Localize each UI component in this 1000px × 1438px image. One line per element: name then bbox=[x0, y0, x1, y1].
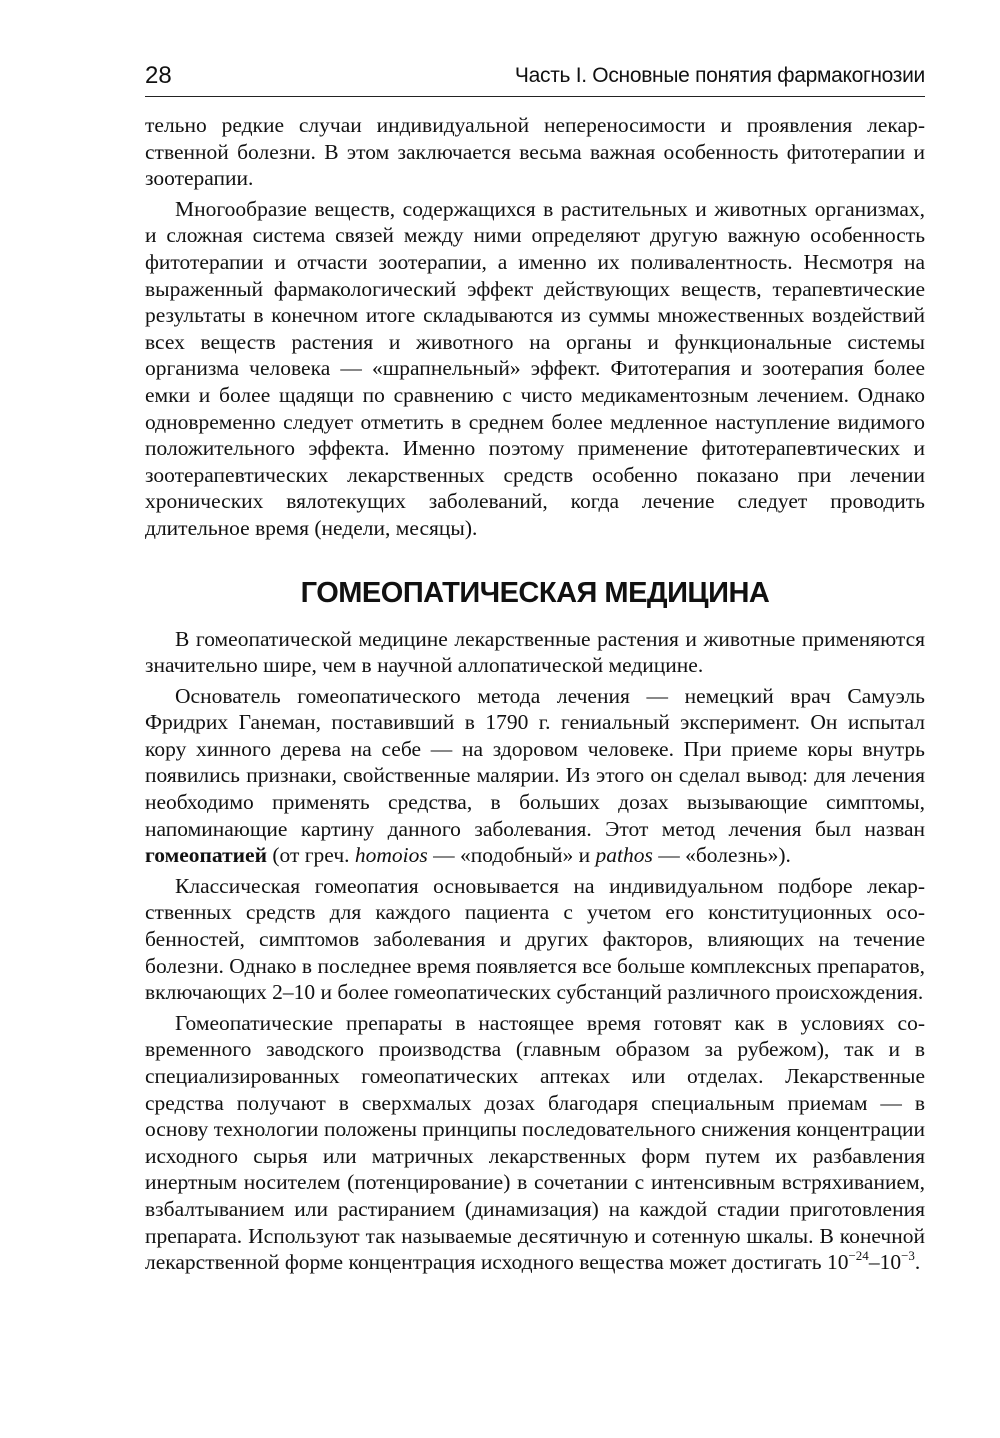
running-head: Часть I. Основные понятия фармакогнозии bbox=[514, 64, 925, 87]
page-header bbox=[145, 62, 925, 97]
paragraph-4-text: Основатель гомеопатического метода лечения — немецкий врач Самуэль Фридрих Ганеман, поставивший в 1790 г. гениальный эксперимент. Он испытал кору хинного дерева на себе — на здоровом человеке. При приеме коры внутрь появились признаки, свойственные малярии. Из этого он сделал вывод: для лечения необходимо применять средства, в больших дозах вызывающие симптомы, напоминающие картину данного заболевания. Этот метод лечения был назван bbox=[145, 683, 925, 841]
range-dash: – bbox=[868, 1250, 880, 1275]
paragraph-4-mid-1: (от греч. bbox=[272, 843, 350, 868]
paragraph-5: Классическая гомеопатия основывается на индивидуальном подборе лекарственных средств для каждого пациента с учетом его конституционных особенностей, симптомов заболевания и других факторов, влияющих на течение болезни. Однако в последнее время появляется все больше комплексных препаратов, включающих 2–10 и более гомеопатических субстанций различного происхождения. bbox=[145, 873, 925, 1005]
paragraph-6-end: . bbox=[914, 1250, 921, 1275]
paragraph-4-end: — «болезнь»). bbox=[658, 843, 791, 868]
paragraph-4-mid-2: — «подобный» и bbox=[433, 843, 591, 868]
paragraph-1: тельно редкие случаи индивидуальной непереносимости и проявления лекарственной болезни. В этом заключается весьма важная особенность фитотерапии и зоотерапии. bbox=[145, 113, 925, 191]
page-body bbox=[145, 112, 925, 1276]
term-homeopathy: гомеопатией bbox=[145, 843, 267, 868]
paragraph-6 bbox=[145, 1010, 925, 1276]
page-number: 28 bbox=[145, 62, 172, 89]
concentration-low-exponent: −24 bbox=[848, 1248, 869, 1264]
paragraph-4 bbox=[145, 683, 925, 869]
concentration-high-exponent: −3 bbox=[901, 1248, 915, 1264]
paragraph-6-text: Гомеопатические препараты в настоящее время готовят как в условиях современного заводского производства (главным образом за рубежом), так и в специализированных гомеопатических аптеках или отделах. Лекарственные средства получают в сверхмалых дозах благодаря специальным приемам — в основу технологии положены принципы последовательного снижения концентрации исходного сырья или матричных лекарственных форм путем их разбавления инертным носителем (потенцирование) в сочетании с интенсивным встряхиванием, взбалтыванием или растиранием (динамизация) на каждой стадии приготовления препарата. Используют так называемые десятичную и сотенную шкалы. В конечной лекарственной форме концентрация исходного вещества может достигать bbox=[145, 1010, 925, 1275]
greek-word-pathos: pathos bbox=[595, 843, 653, 868]
concentration-high bbox=[880, 1250, 915, 1274]
concentration-low bbox=[827, 1250, 869, 1274]
section-title: ГОМЕОПАТИЧЕСКАЯ МЕДИЦИНА bbox=[300, 576, 770, 609]
concentration-high-base: 10 bbox=[879, 1250, 902, 1275]
greek-word-homoios: homoios bbox=[354, 843, 428, 868]
paragraph-2: Многообразие веществ, содержащихся в растительных и животных организмах, и сложная система связей между ними определяют другую важную особенность фитотерапии и отчасти зоотерапии, а именно их поливалентность. Несмотря на выраженный фармакологический эффект действующих веществ, терапевтические результаты в конечном итоге складываются из суммы множественных воздействий всех веществ растения и животного на органы и функциональные системы организма человека — «шрапнельный» эффект. Фитотерапия и зоотерапия более емки и более щадящи по сравнению с чисто медикаментозным лечением. Однако одновременно следует отметить в среднем более медленное наступление видимого положительного эффекта. Именно поэтому применение фитотерапевтических и зоотерапевтических лекарственных средств особенно показано при лечении хронических вялотекущих заболеваний, когда лечение следует проводить длительное время (недели, месяцы). bbox=[145, 196, 925, 540]
concentration-low-base: 10 bbox=[826, 1250, 849, 1275]
paragraph-3: В гомеопатической медицине лекарственные растения и животные применяются значительно шире, чем в научной аллопатической медицине. bbox=[145, 626, 925, 678]
